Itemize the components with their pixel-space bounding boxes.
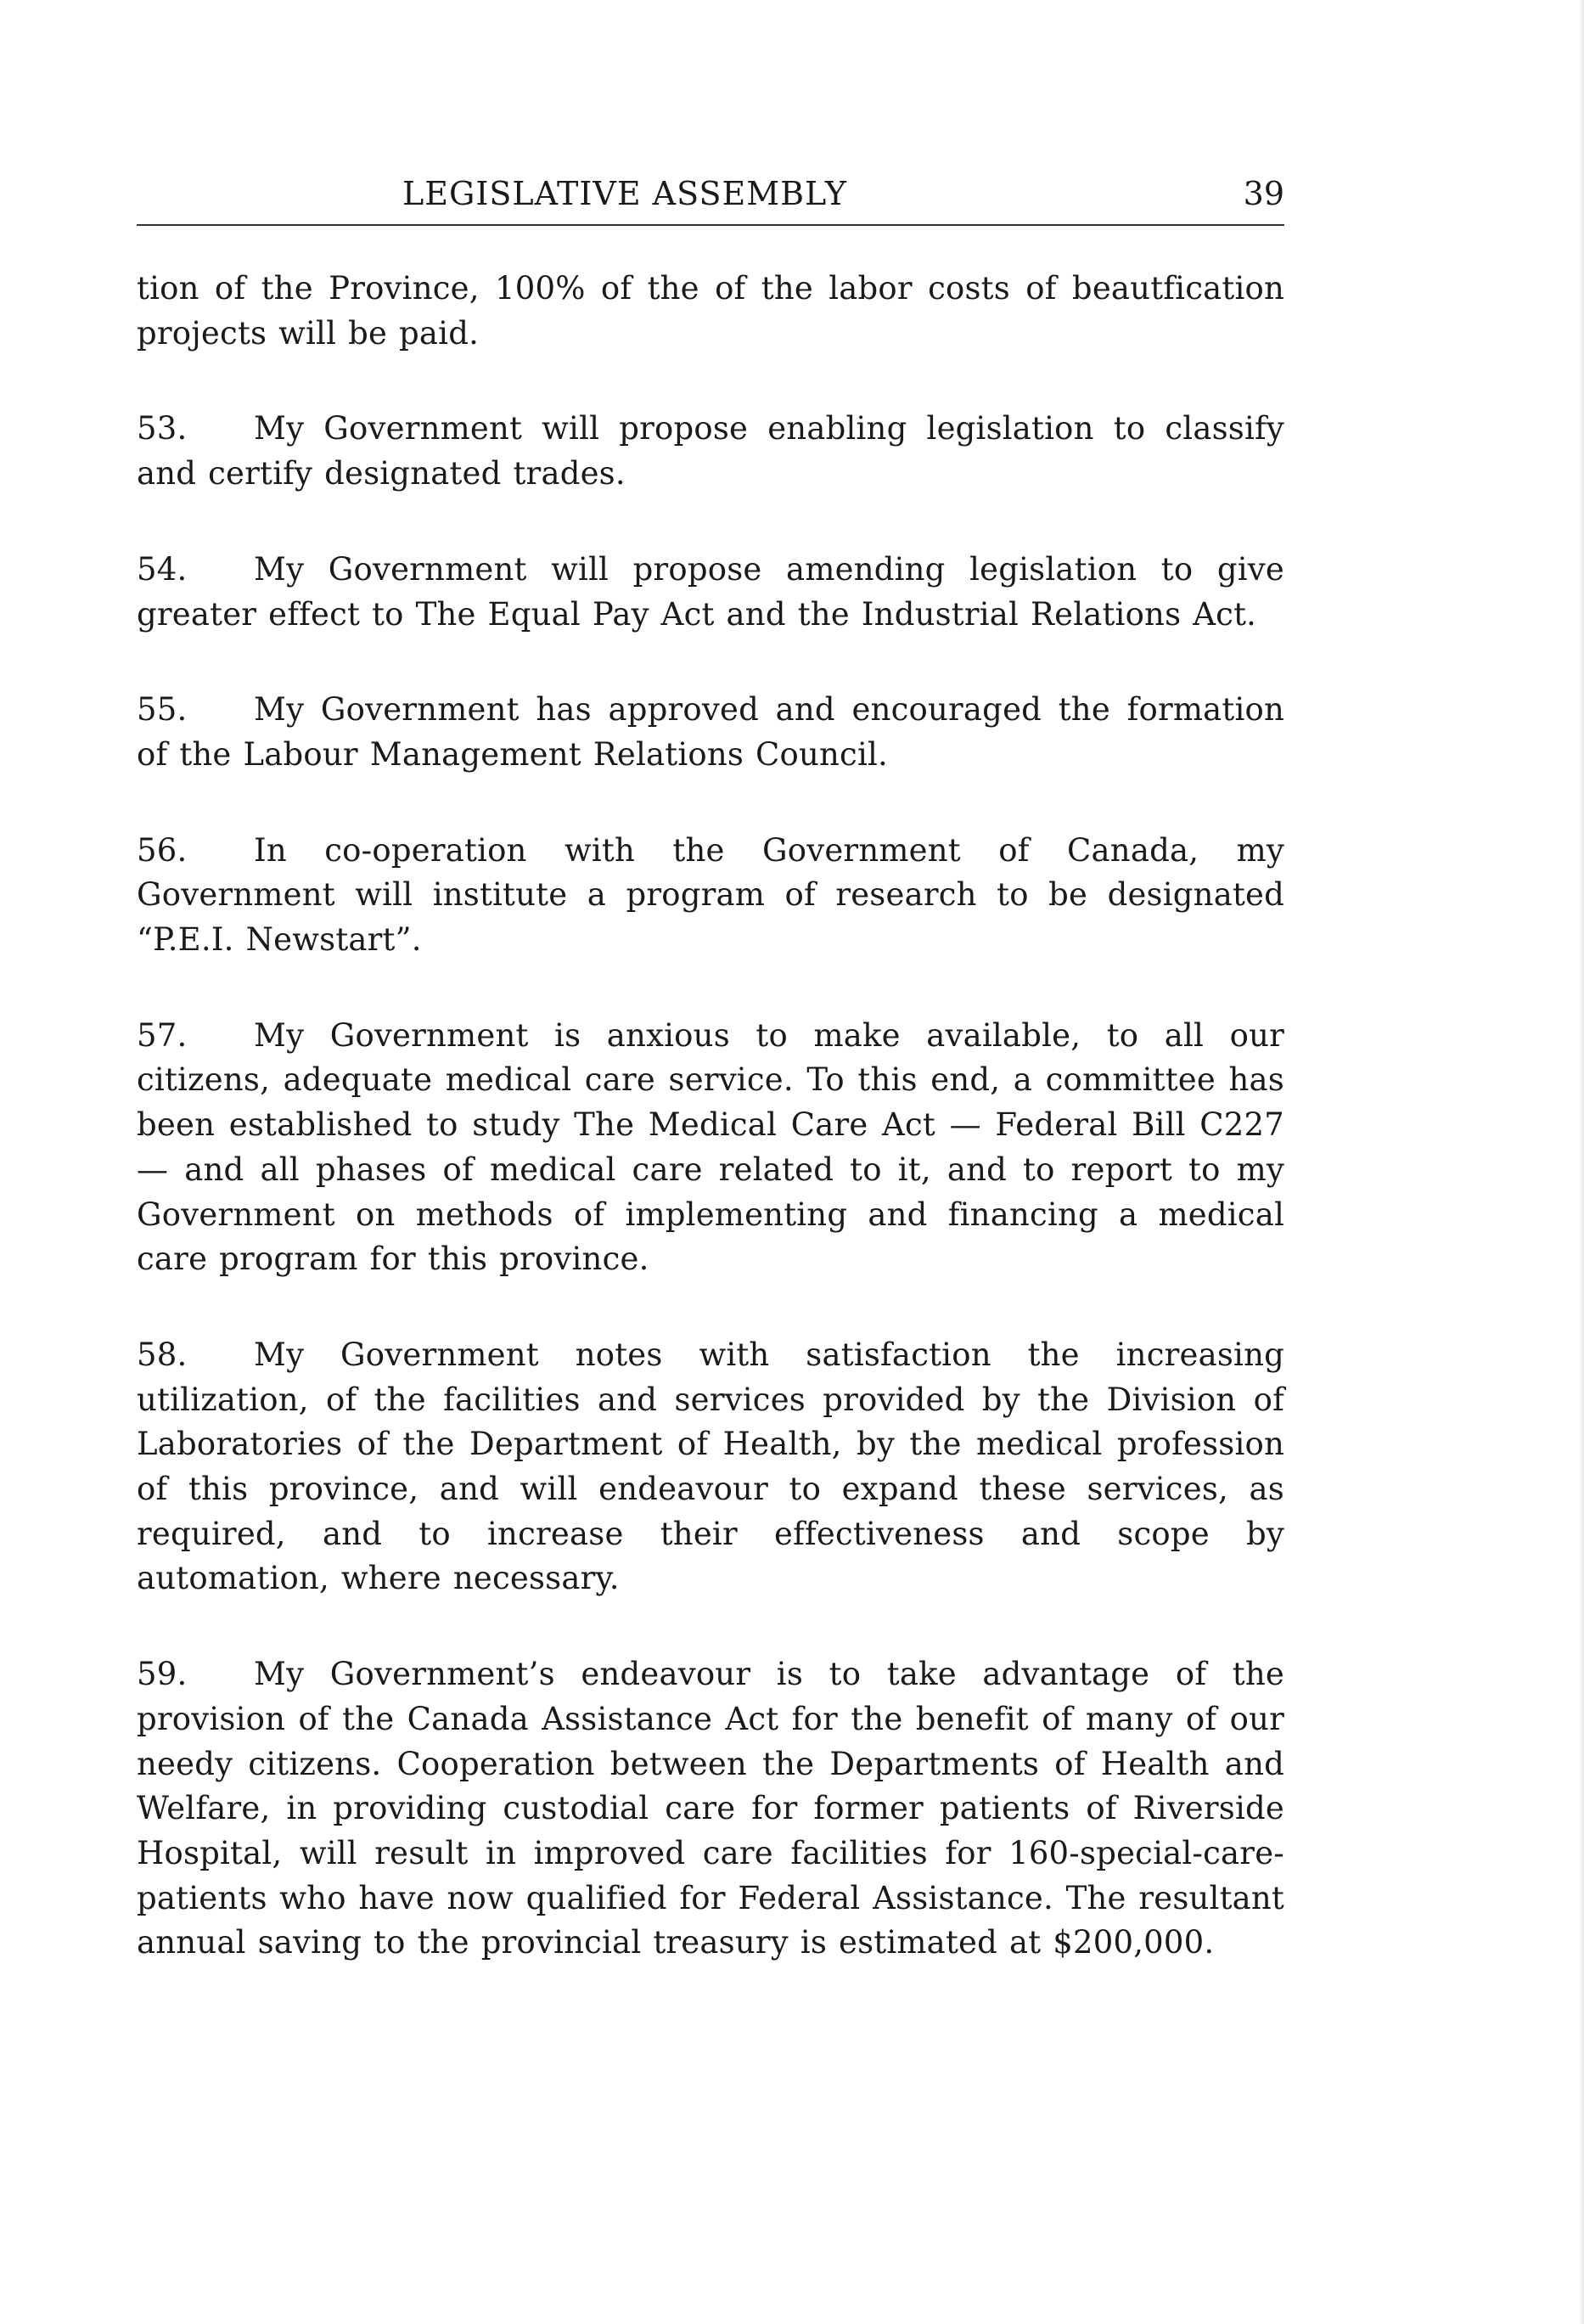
- paragraph-text: tion of the Province, 100% of the of the labor costs of beautfication projects will be paid.: [137, 270, 1284, 352]
- paragraph-text: My Government’s endeavour is to take advantage of the provision of the Canada Assistance Act for the benefit of many of our needy citizens. Cooperation between the Departments of Health and Welfare, in providing custodial care for former patients of Riverside Hospital, will result in improved care facilities for 160-special-care-patients who have now qualified for Federal Assistance. The resultant annual saving to the provincial treasury is estimated at $200,000.: [137, 1656, 1284, 1961]
- paragraph-text: My Government will propose amending legislation to give greater effect to The Equal Pay Act and the Industrial Relations Act.: [137, 550, 1284, 633]
- paragraph-number: 55.: [137, 691, 188, 729]
- paragraph-number: 56.: [137, 831, 188, 869]
- paragraph-number: 57.: [137, 1016, 188, 1054]
- paragraph-text: My Government is anxious to make available, to all our citizens, adequate medical care service. To this end, a committee has been established to study The Medical Care Act — Federal Bill C227 — and all phases of medical care related to it, and to report to my Government on methods of implementing and financing a medical care program for this province.: [137, 1016, 1284, 1278]
- paragraph-55: [137, 688, 1284, 777]
- running-title: LEGISLATIVE ASSEMBLY: [402, 175, 847, 212]
- paragraph-number: 59.: [137, 1656, 188, 1693]
- running-header: [137, 170, 1284, 217]
- paragraph-59: [137, 1652, 1284, 1966]
- header-rule: [137, 224, 1284, 226]
- paragraph-58: [137, 1333, 1284, 1601]
- page-edge-shadow: [1579, 0, 1584, 2324]
- paragraph-57: [137, 1014, 1284, 1282]
- paragraph-number: 54.: [137, 550, 188, 588]
- paragraph-text: My Government will propose enabling legislation to classify and certify designated trades.: [137, 410, 1284, 492]
- paragraph-56: [137, 829, 1284, 963]
- paragraph-text: In co-operation with the Government of Canada, my Government will institute a program of research to be designated “P.E.I. Newstart”.: [137, 831, 1284, 959]
- paragraph-text: My Government has approved and encouraged the formation of the Labour Management Relations Council.: [137, 691, 1284, 773]
- paragraph-number: 53.: [137, 410, 188, 447]
- paragraph-54: [137, 548, 1284, 637]
- paragraph-53: [137, 407, 1284, 496]
- document-body: [137, 267, 1284, 2017]
- paragraph-continuation: [137, 267, 1284, 356]
- paragraph-number: 58.: [137, 1336, 188, 1373]
- paragraph-text: My Government notes with satisfaction the increasing utilization, of the facilities and services provided by the Division of Laboratories of the Department of Health, by the medical profession of this province, and will endeavour to expand these services, as required, and to increase their effectiveness and scope by automation, where necessary.: [137, 1336, 1284, 1597]
- page-number: 39: [1243, 175, 1284, 212]
